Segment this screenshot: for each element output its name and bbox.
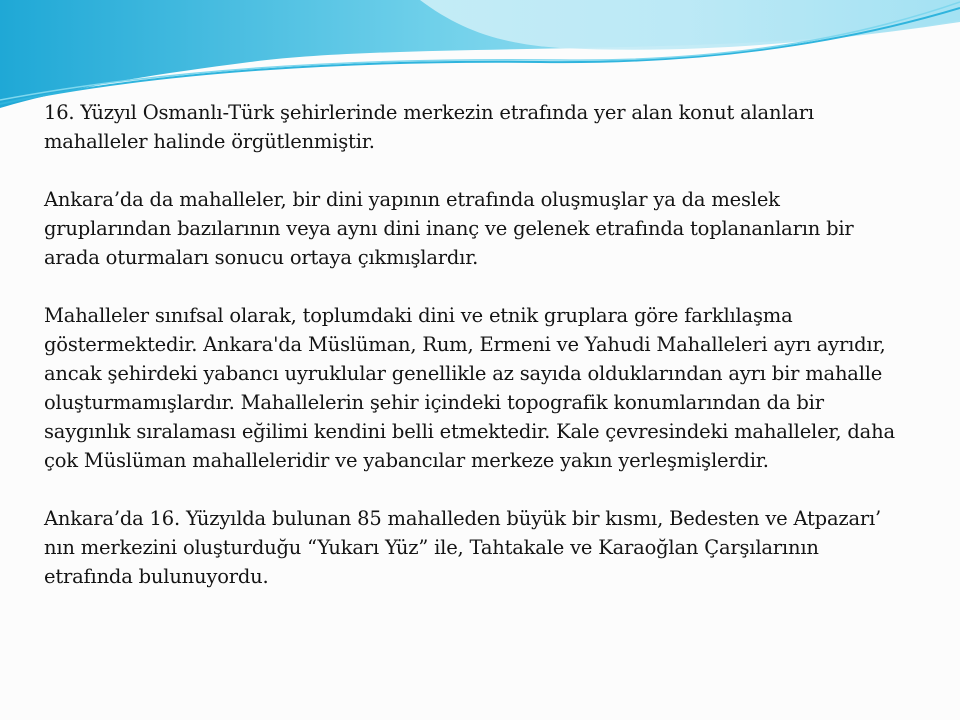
paragraph-2: Ankara’da da mahalleler, bir dini yapının etrafında oluşmuşlar ya da meslek gruplarından bazılarının veya aynı dini inanç ve gelenek etrafında toplananların bir arada oturmaları sonucu ortaya çıkmışlardır. — [44, 188, 854, 269]
slide-body-text — [44, 98, 904, 620]
paragraph-1: 16. Yüzyıl Osmanlı-Türk şehirlerinde merkezin etrafında yer alan konut alanları mahalleler halinde örgütlenmiştir. — [44, 101, 814, 153]
paragraph-4: Ankara’da 16. Yüzyılda bulunan 85 mahalleden büyük bir kısmı, Bedesten ve Atpazarı’ nın merkezini oluşturduğu “Yukarı Yüz” ile, Tahtakale ve Karaoğlan Çarşılarının etrafında bulunuyordu. — [44, 507, 882, 588]
paragraph-3: Mahalleler sınıfsal olarak, toplumdaki dini ve etnik gruplara göre farklılaşma göstermektedir. Ankara'da Müslüman, Rum, Ermeni ve Yahudi Mahalleleri ayrı ayrıdır, ancak şehirdeki yabancı uyruklular genellikle az sayıda olduklarından ayrı bir mahalle oluşturmamışlardır. Mahallelerin şehir içindeki topografik konumlarından da bir saygınlık sıralaması eğilimi kendini belli etmektedir. Kale çevresindeki mahalleler, daha çok Müslüman mahalleleridir ve yabancılar merkeze yakın yerleşmişlerdir. — [44, 304, 895, 472]
